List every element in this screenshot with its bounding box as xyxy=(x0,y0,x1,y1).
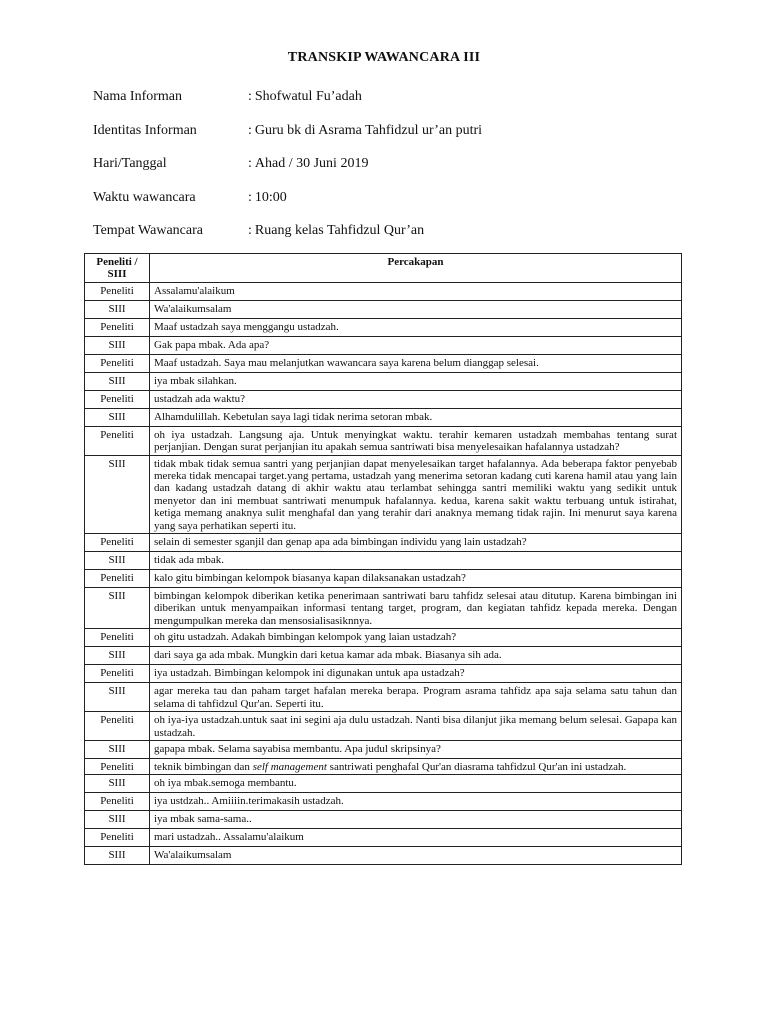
utterance-cell xyxy=(150,712,682,741)
transcript-table xyxy=(84,253,682,865)
info-value xyxy=(248,220,424,254)
utterance-cell xyxy=(150,647,682,665)
utterance-cell xyxy=(150,534,682,552)
table-row xyxy=(85,829,682,847)
speaker-cell: Peneliti xyxy=(85,829,150,847)
utterance-text: teknik bimbingan dan xyxy=(154,760,253,773)
table-row xyxy=(85,570,682,588)
speaker-cell: SIII xyxy=(85,336,150,354)
speaker-cell: SIII xyxy=(85,647,150,665)
speaker-cell: SIII xyxy=(85,552,150,570)
utterance-text: gapapa mbak. Selama sayabisa membantu. Apa judul skripsinya? xyxy=(154,742,441,755)
info-value xyxy=(248,120,482,154)
info-separator: : xyxy=(248,156,252,171)
table-row xyxy=(85,740,682,758)
utterance-cell xyxy=(150,455,682,533)
speaker-cell: SIII xyxy=(85,300,150,318)
speaker-cell: SIII xyxy=(85,740,150,758)
info-label: Nama Informan xyxy=(93,89,183,104)
table-row xyxy=(85,318,682,336)
utterance-cell xyxy=(150,629,682,647)
speaker-cell: Peneliti xyxy=(85,282,150,300)
table-row xyxy=(85,683,682,712)
speaker-cell: SIII xyxy=(85,811,150,829)
utterance-cell xyxy=(150,811,682,829)
table-row xyxy=(85,336,682,354)
speaker-cell: Peneliti xyxy=(85,426,150,455)
utterance-text: iya mbak silahkan. xyxy=(154,374,237,387)
table-row xyxy=(85,647,682,665)
utterance-cell xyxy=(150,793,682,811)
table-row xyxy=(85,426,682,455)
speaker-cell: SIII xyxy=(85,588,150,629)
utterance-cell xyxy=(150,588,682,629)
info-label: Identitas Informan xyxy=(93,122,197,138)
info-separator: : xyxy=(248,89,252,104)
speaker-cell: Peneliti xyxy=(85,534,150,552)
column-header-speaker: Peneliti / SIII xyxy=(85,254,150,283)
utterance-text: Alhamdulillah. Kebetulan saya lagi tidak nerima setoran mbak. xyxy=(154,410,433,423)
transcript-body xyxy=(85,282,682,865)
utterance-cell xyxy=(150,282,682,300)
utterance-text: oh iya mbak.semoga membantu. xyxy=(154,777,297,790)
utterance-cell xyxy=(150,847,682,865)
speaker-cell: SIII xyxy=(85,775,150,793)
utterance-text: bimbingan kelompok diberikan ketika penerimaan santriwati baru tahfidz selesai atau ditutup. Karena bimbingan ini diberikan untuk menyampaikan informasi tentang target, program, dan kegiatan tahfidz kepada mereka. Dengan mengumpulkan mereka dan mensosialisasiknnya. xyxy=(154,590,677,627)
speaker-cell: Peneliti xyxy=(85,318,150,336)
interview-info xyxy=(93,86,482,254)
table-row xyxy=(85,588,682,629)
utterance-text: iya ustadzah. Bimbingan kelompok ini digunakan untuk apa ustadzah? xyxy=(154,667,465,680)
utterance-emphasis: self management xyxy=(252,760,327,773)
utterance-text: oh iya-iya ustadzah.untuk saat ini segini aja dulu ustadzah. Nanti bisa dilanjut jika memang belum selesai. Gapapa kan ustadzah. xyxy=(154,714,677,739)
info-label: Tempat Wawancara xyxy=(93,223,203,238)
utterance-text: kalo gitu bimbingan kelompok biasanya kapan dilaksanakan ustadzah? xyxy=(154,572,466,585)
info-row xyxy=(93,86,482,120)
info-row xyxy=(93,153,482,187)
info-value xyxy=(248,187,287,221)
speaker-cell: Peneliti xyxy=(85,793,150,811)
table-row xyxy=(85,629,682,647)
speaker-cell: SIII xyxy=(85,455,150,533)
table-header-row xyxy=(85,254,682,283)
info-row xyxy=(93,220,482,254)
utterance-text: ustadzah ada waktu? xyxy=(154,392,246,405)
speaker-cell: Peneliti xyxy=(85,570,150,588)
info-separator: : xyxy=(248,189,252,205)
utterance-cell xyxy=(150,408,682,426)
info-separator: : xyxy=(248,122,252,138)
column-header-talk: Percakapan xyxy=(150,254,682,283)
info-value-text: Ruang kelas Tahfidzul Qur’an xyxy=(254,223,425,238)
table-row xyxy=(85,354,682,372)
utterance-text: Maaf ustadzah saya menggangu ustadzah. xyxy=(154,320,339,333)
utterance-text: Assalamu'alaikum xyxy=(154,284,235,297)
utterance-text: iya mbak sama-sama.. xyxy=(154,813,252,826)
info-value xyxy=(248,153,368,187)
utterance-cell xyxy=(150,336,682,354)
table-row xyxy=(85,793,682,811)
info-value-text: Ahad / 30 Juni 2019 xyxy=(254,156,369,171)
info-row xyxy=(93,120,482,154)
table-row xyxy=(85,775,682,793)
table-row xyxy=(85,811,682,829)
utterance-text: Wa'alaikumsalam xyxy=(154,849,232,862)
table-row xyxy=(85,665,682,683)
utterance-cell xyxy=(150,740,682,758)
utterance-text: iya ustdzah.. Amiiiin.terimakasih ustadzah. xyxy=(154,795,344,808)
utterance-cell xyxy=(150,775,682,793)
utterance-cell xyxy=(150,665,682,683)
utterance-cell xyxy=(150,318,682,336)
utterance-text: Maaf ustadzah. Saya mau melanjutkan wawancara saya karena belum dianggap selesai. xyxy=(154,356,539,369)
table-row xyxy=(85,712,682,741)
utterance-text: mari ustadzah.. Assalamu'alaikum xyxy=(154,831,304,844)
utterance-cell xyxy=(150,829,682,847)
utterance-text: dari saya ga ada mbak. Mungkin dari ketua kamar ada mbak. Biasanya sih ada. xyxy=(154,649,502,662)
table-row xyxy=(85,758,682,774)
table-row xyxy=(85,282,682,300)
speaker-cell: Peneliti xyxy=(85,665,150,683)
info-value-text: Shofwatul Fu’adah xyxy=(254,89,362,104)
speaker-cell: SIII xyxy=(85,408,150,426)
utterance-text: Gak papa mbak. Ada apa? xyxy=(154,338,270,351)
table-row xyxy=(85,408,682,426)
utterance-text: tidak mbak tidak semua santri yang perjanjian dapat menyelesaikan target hafalannya. Ada beberapa faktor penyebab mereka tidak mencapai target.yang pertama, ustadzah yang menerima setoran kadang cuti karena hamil atau yang lain dan kadang ustadzah datang di akhir waktu atau terlambat sehingga santri memiliki waktu yang sedikit untuk menyetor dan ini membuat santriwati menumpuk hafalannya. kedua, karena sakit waktu terbuang untuk istirahat, ketiga memang anaknya sulit menghafal dan yang terahir dari anaknya memang tidak rajin. Ini menurut saya karena yang saya perhatikan seperti itu. xyxy=(154,457,677,532)
info-value-text: Guru bk di Asrama Tahfidzul ur’an putri xyxy=(254,122,483,138)
utterance-text: oh iya ustadzah. Langsung aja. Untuk menyingkat waktu. terahir kemaren ustadzah membahas tentang surat perjanjian. Dengan surat perjanjian itu apakah semua santriwati bisa menyelesaikan hafalannya ustadzah? xyxy=(154,428,677,454)
info-separator: : xyxy=(248,223,252,238)
utterance-cell xyxy=(150,683,682,712)
info-row xyxy=(93,187,482,221)
table-row xyxy=(85,372,682,390)
document-title: TRANSKIP WAWANCARA III xyxy=(287,50,481,65)
info-value-text: 10:00 xyxy=(254,189,287,205)
utterance-cell xyxy=(150,426,682,455)
table-row xyxy=(85,552,682,570)
speaker-cell: SIII xyxy=(85,847,150,865)
utterance-text: tidak ada mbak. xyxy=(154,554,224,567)
utterance-text: Wa'alaikumsalam xyxy=(154,302,232,315)
info-label: Waktu wawancara xyxy=(93,189,196,205)
utterance-cell xyxy=(150,758,682,774)
utterance-cell xyxy=(150,390,682,408)
utterance-cell xyxy=(150,570,682,588)
speaker-cell: SIII xyxy=(85,683,150,712)
utterance-cell xyxy=(150,300,682,318)
speaker-cell: Peneliti xyxy=(85,354,150,372)
speaker-cell: SIII xyxy=(85,372,150,390)
table-row xyxy=(85,534,682,552)
info-value xyxy=(248,86,362,120)
speaker-cell: Peneliti xyxy=(85,712,150,741)
info-label: Hari/Tanggal xyxy=(93,156,167,171)
utterance-cell xyxy=(150,354,682,372)
utterance-text: selain di semester sganjil dan genap apa ada bimbingan individu yang lain ustadzah? xyxy=(154,536,527,549)
utterance-cell xyxy=(150,552,682,570)
speaker-cell: Peneliti xyxy=(85,629,150,647)
table-row xyxy=(85,390,682,408)
speaker-cell: Peneliti xyxy=(85,758,150,774)
speaker-cell: Peneliti xyxy=(85,390,150,408)
utterance-text: agar mereka tau dan paham target hafalan mereka berapa. Program asrama tahfidz apa saja selama satu tahun dan selama di tahfidzul Qur'an. Seperti itu. xyxy=(154,685,677,710)
utterance-text: oh gitu ustadzah. Adakah bimbingan kelompok yang laian ustadzah? xyxy=(154,631,457,644)
utterance-cell xyxy=(150,372,682,390)
table-row xyxy=(85,300,682,318)
table-row xyxy=(85,455,682,533)
utterance-text: santriwati penghafal Qur'an diasrama tahfidzul Qur'an ini ustadzah. xyxy=(326,760,627,773)
table-row xyxy=(85,847,682,865)
